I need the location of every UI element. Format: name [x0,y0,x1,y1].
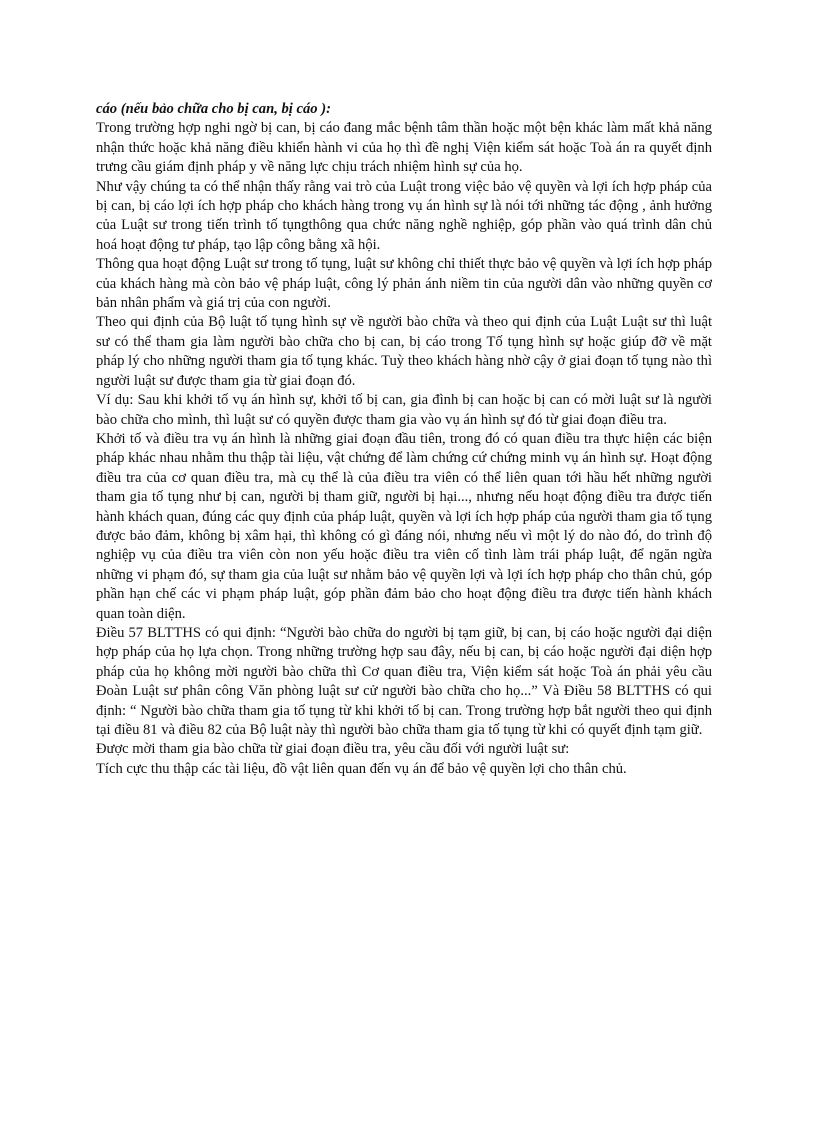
paragraph-mental-illness: Trong trường hợp nghi ngờ bị can, bị cáo đang mắc bệnh tâm thần hoặc một bện khác làm mất khả năng nhận thức hoặc khả năng điều khiển hành vi của họ thì đề nghị Viện kiểm sát hoặc Toà án ra quyết định trưng cầu giám định pháp y về năng lực chịu trách nhiệm hình sự của họ. [96,120,712,176]
paragraph-role-of-lawyer: Như vậy chúng ta có thể nhận thấy rằng vai trò của Luật trong việc bảo vệ quyền và lợi ích hợp pháp của bị can, bị cáo lợi ích hợp pháp cho khách hàng trong vụ án hình sự là nói tới những tác động , ảnh hưởng của Luật sư trong tiến trình tố tụngthông qua chức năng nghề nghiệp, góp phần vào quá trình dân chủ hoá hoạt động tư pháp, tạo lập công bằng xã hội. [96,178,712,253]
paragraph-article-57-58: Điều 57 BLTTHS có qui định: “Người bào chữa do người bị tạm giữ, bị can, bị cáo hoặc người đại diện hợp pháp của họ lựa chọn. Trong những trường hợp sau đây, nếu bị can, bị cáo hoặc người đại diện hợp pháp của họ không mời người bào chữa thì Cơ quan điều tra, Viện kiểm sát hoặc Toà án phải yêu cầu Đoàn Luật sư phân công Văn phòng luật sư cử người bào chữa cho họ...” Và Điều 58 BLTTHS có qui định: “ Người bào chữa tham gia tố tụng từ khi khởi tố bị can. Trong trường hợp bắt người theo qui định tại điều 81 và điều 82 của Bộ luật này thì người bào chữa tham gia tố tụng từ khi có quyết định tạm giữ. [96,624,712,738]
paragraph-collect-documents: Tích cực thu thập các tài liệu, đồ vật liên quan đến vụ án để bảo vệ quyền lợi cho thân chủ. [96,760,627,777]
section-heading: cáo (nếu bảo chữa cho bị can, bị cáo ): [96,101,331,117]
paragraph-investigation-stage: Khởi tố và điều tra vụ án hình là những giai đoạn đầu tiên, trong đó có quan điều tra thực hiện các biện pháp khác nhau nhằm thu thập tài liệu, vật chứng để làm chứng cứ chứng minh vụ án hình sự. Hoạt động điều tra của cơ quan điều tra, mà cụ thể là của điều tra viên có thể liên quan tới hầu hết những người tham gia tố tụng như bị can, người bị tham giữ, người bị hại..., nhưng nếu hoạt động điều tra được tiến hành khách quan, đúng các quy định của pháp luật, quyền và lợi ích hợp pháp của người tham gia tố tụng được bảo đảm, không bị xâm hại, thì không có gì đáng nói, nhưng nếu vì một lý do nào đó, do trình độ nghiệp vụ của điều tra viên còn non yếu hoặc điều tra viên cố tình làm trái pháp luật, để ngăn ngừa những vi phạm đó, sự tham gia của luật sư nhằm bảo vệ quyền lợi và lợi ích hợp pháp cho thân chủ, góp phần hạn chế các vi phạm pháp luật, góp phần đảm bảo cho hoạt động điều tra được tiến hành khách quan toàn diện. [96,430,712,622]
paragraph-criminal-procedure-code: Theo qui định của Bộ luật tố tụng hình sự về người bào chữa và theo qui định của Luật Luật sư thì luật sư có thể tham gia làm người bào chữa cho bị can, bị cáo trong Tố tụng hình sự hoặc giúp đỡ về mặt pháp lý cho những người tham gia tố tụng khác. Tuỳ theo khách hàng nhờ cậy ở giai đoạn tố tụng nào thì người luật sư được tham gia từ giai đoạn đó. [96,314,712,389]
paragraph-requirements-intro: Được mời tham gia bào chữa từ giai đoạn điều tra, yêu cầu đối với người luật sư: [96,741,570,758]
document-page [96,100,712,779]
paragraph-example: Ví dụ: Sau khi khởi tố vụ án hình sự, khởi tố bị can, gia đình bị can hoặc bị can có mời luật sư là người bào chữa cho mình, thì luật sư có quyền được tham gia vào vụ án hình sự đó từ giai đoạn điều tra. [96,392,712,428]
paragraph-lawyer-in-proceedings: Thông qua hoạt động Luật sư trong tố tụng, luật sư không chỉ thiết thực bảo vệ quyền và lợi ích hợp pháp của khách hàng mà còn bảo vệ pháp luật, công lý phản ánh niềm tin của người dân vào những quyền cơ bản nhân phẩm và giá trị của con người. [96,256,712,312]
